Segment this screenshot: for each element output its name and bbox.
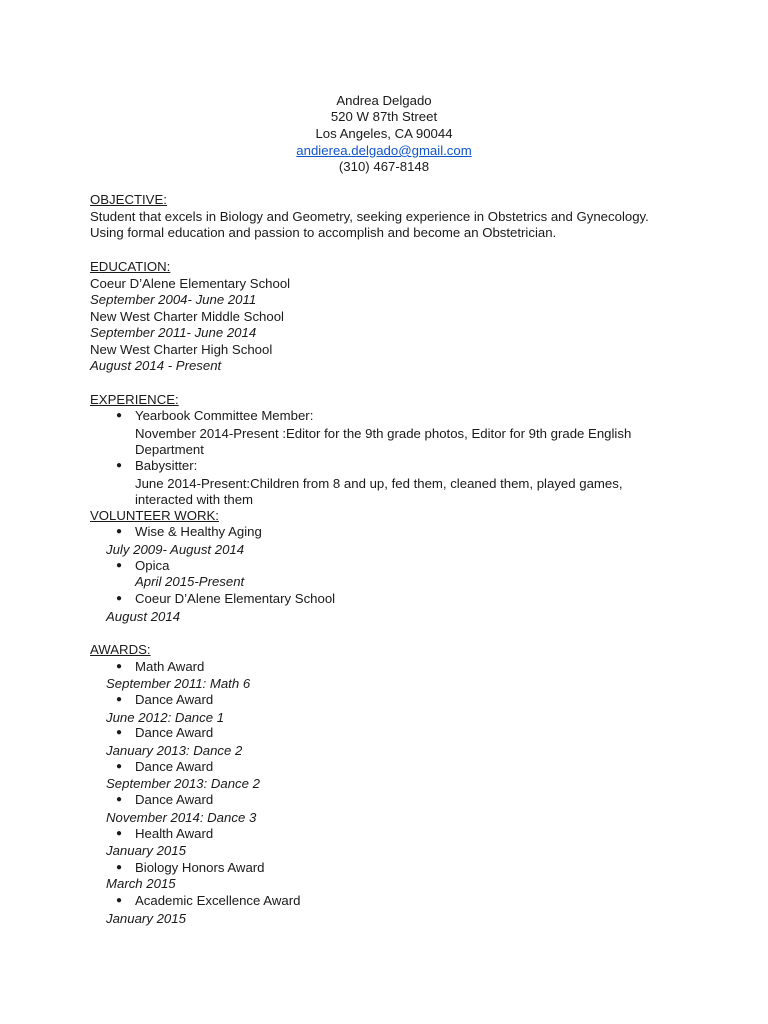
bullet-icon: ● bbox=[116, 727, 123, 738]
volunteer-heading: VOLUNTEER WORK: bbox=[90, 508, 219, 523]
education-dates: August 2014 - Present bbox=[90, 358, 222, 373]
award-title: Dance Award bbox=[135, 692, 214, 707]
award-title: Biology Honors Award bbox=[135, 860, 265, 875]
experience-detail: November 2014-Present :Editor for the 9th grade photos, Editor for 9th grade English bbox=[135, 426, 632, 441]
volunteer-title: Wise & Healthy Aging bbox=[135, 524, 262, 539]
education-school: New West Charter Middle School bbox=[90, 309, 284, 324]
award-dates: January 2013: Dance 2 bbox=[106, 743, 243, 758]
bullet-icon: ● bbox=[116, 828, 123, 839]
award-title: Health Award bbox=[135, 826, 214, 841]
award-title: Math Award bbox=[135, 659, 205, 674]
award-title: Dance Award bbox=[135, 725, 214, 740]
phone-number: (310) 467-8148 bbox=[338, 159, 430, 174]
volunteer-title: Opica bbox=[135, 558, 170, 573]
experience-detail: June 2014-Present:Children from 8 and up, fed them, cleaned them, played games, bbox=[135, 476, 623, 491]
experience-title: Babysitter: bbox=[135, 458, 198, 473]
email-wrapper bbox=[0, 143, 768, 159]
objective-line: Student that excels in Biology and Geometry, seeking experience in Obstetrics and Gynecology. bbox=[90, 209, 649, 224]
bullet-icon: ● bbox=[116, 593, 123, 604]
experience-detail: Department bbox=[135, 442, 204, 457]
awards-heading: AWARDS: bbox=[90, 642, 151, 657]
applicant-name: Andrea Delgado bbox=[336, 93, 432, 108]
experience-detail: interacted with them bbox=[135, 492, 254, 507]
objective-line: Using formal education and passion to accomplish and become an Obstetrician. bbox=[90, 225, 557, 240]
award-dates: June 2012: Dance 1 bbox=[106, 710, 225, 725]
bullet-icon: ● bbox=[116, 761, 123, 772]
bullet-icon: ● bbox=[116, 661, 123, 672]
volunteer-dates: August 2014 bbox=[106, 609, 181, 624]
education-heading: EDUCATION: bbox=[90, 259, 171, 274]
education-school: Coeur D’Alene Elementary School bbox=[90, 276, 291, 291]
experience-heading: EXPERIENCE: bbox=[90, 392, 179, 407]
award-dates: September 2013: Dance 2 bbox=[106, 776, 260, 791]
volunteer-title: Coeur D’Alene Elementary School bbox=[135, 591, 336, 606]
award-title: Dance Award bbox=[135, 792, 214, 807]
objective-heading: OBJECTIVE: bbox=[90, 192, 167, 207]
address-street: 520 W 87th Street bbox=[330, 109, 438, 124]
bullet-icon: ● bbox=[116, 526, 123, 537]
award-dates: November 2014: Dance 3 bbox=[106, 810, 257, 825]
address-city: Los Angeles, CA 90044 bbox=[315, 126, 453, 141]
education-dates: September 2011- June 2014 bbox=[90, 325, 257, 340]
bullet-icon: ● bbox=[116, 694, 123, 705]
bullet-icon: ● bbox=[116, 560, 123, 571]
bullet-icon: ● bbox=[116, 460, 123, 471]
award-title: Academic Excellence Award bbox=[135, 893, 301, 908]
email-link[interactable]: andierea.delgado@gmail.com bbox=[296, 143, 472, 158]
bullet-icon: ● bbox=[116, 410, 123, 421]
award-dates: January 2015 bbox=[106, 911, 186, 926]
education-dates: September 2004- June 2011 bbox=[90, 292, 257, 307]
bullet-icon: ● bbox=[116, 862, 123, 873]
bullet-icon: ● bbox=[116, 895, 123, 906]
education-school: New West Charter High School bbox=[90, 342, 273, 357]
award-dates: September 2011: Math 6 bbox=[106, 676, 251, 691]
volunteer-dates: April 2015-Present bbox=[135, 574, 245, 589]
award-title: Dance Award bbox=[135, 759, 214, 774]
volunteer-dates: July 2009- August 2014 bbox=[106, 542, 245, 557]
award-dates: March 2015 bbox=[106, 876, 176, 891]
award-dates: January 2015 bbox=[106, 843, 186, 858]
experience-title: Yearbook Committee Member: bbox=[135, 408, 314, 423]
bullet-icon: ● bbox=[116, 794, 123, 805]
